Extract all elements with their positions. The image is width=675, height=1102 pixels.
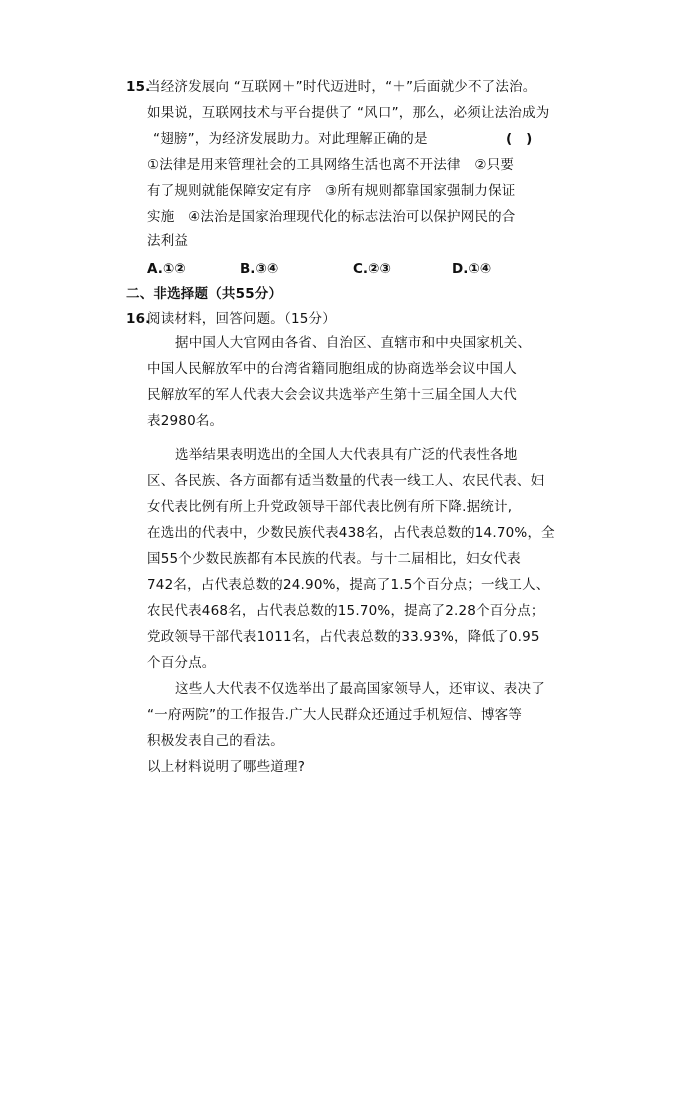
q15-statement-line-1: ①法律是用来管理社会的工具网络生活也离不开法律 ②只要: [147, 157, 515, 173]
q16-para1-line-3: 民解放军的军人代表大会会议共选举产生第十三届全国人大代: [147, 387, 517, 403]
q16-para2-line-6: 742名，占代表总数的24.90%，提高了1.5个百分点；一线工人、: [147, 577, 550, 593]
q16-para3-line-3: 积极发表自己的看法。: [147, 733, 284, 749]
q16-para2-line-7: 农民代表468名，占代表总数的15.70%，提高了2.28个百分点；: [147, 603, 545, 619]
q16-para2-line-2: 区、各民族、各方面都有适当数量的代表一线工人、农民代表、妇: [147, 473, 545, 489]
q15-number: 15.: [126, 79, 151, 95]
q16-para2-line-9: 个百分点。: [147, 655, 216, 671]
q16-para3-line-1: 这些人大代表不仅选举出了最高国家领导人，还审议、表决了: [175, 681, 545, 697]
section-heading: 二、非选择题（共55分）: [126, 286, 283, 302]
q16-para1-line-4: 表2980名。: [147, 413, 224, 429]
q16-question: 以上材料说明了哪些道理?: [147, 759, 306, 775]
q16-number: 16.: [126, 311, 151, 327]
q15-statement-line-2: 有了规则就能保障安定有序 ③所有规则都靠国家强制力保证: [147, 183, 516, 199]
q15-option-a: A.①②: [147, 261, 186, 277]
q15-option-d: D.①④: [452, 261, 492, 277]
q15-statement-line-4: 法利益: [147, 233, 189, 249]
q16-para2-line-3: 女代表比例有所上升党政领导干部代表比例有所下降.据统计,: [147, 499, 513, 515]
q15-stem-line-1: 当经济发展向 “互联网＋”时代迈进时，“＋”后面就少不了法治。: [147, 79, 537, 95]
q16-prompt: 阅读材料，回答问题。（15分）: [147, 311, 336, 327]
q16-para1-line-1: 据中国人大官网由各省、自治区、直辖市和中央国家机关、: [175, 335, 532, 351]
q15-option-b: B.③④: [240, 261, 279, 277]
q15-option-c: C.②③: [353, 261, 391, 277]
q15-answer-bracket: ( ): [506, 131, 533, 147]
q15-statement-line-3: 实施 ④法治是国家治理现代化的标志法治可以保护网民的合: [147, 209, 516, 225]
q16-para2-line-1: 选举结果表明选出的全国人大代表具有广泛的代表性各地: [175, 447, 518, 463]
q16-para3-line-2: “一府两院”的工作报告.广大人民群众还通过手机短信、博客等: [147, 707, 523, 723]
q16-para2-line-8: 党政领导干部代表1011名，占代表总数的33.93%，降低了0.95: [147, 629, 540, 645]
q16-para2-line-5: 国55个少数民族都有本民族的代表。与十二届相比，妇女代表: [147, 551, 521, 567]
q16-para2-line-4: 在选出的代表中，少数民族代表438名，占代表总数的14.70%，全: [147, 525, 555, 541]
q15-stem-line-3: “翅膀”，为经济发展助力。对此理解正确的是: [153, 131, 428, 147]
q15-stem-line-2: 如果说，互联网技术与平台提供了 “风口”，那么，必须让法治成为: [147, 105, 550, 121]
q16-para1-line-2: 中国人民解放军中的台湾省籍同胞组成的协商选举会议中国人: [147, 361, 517, 377]
